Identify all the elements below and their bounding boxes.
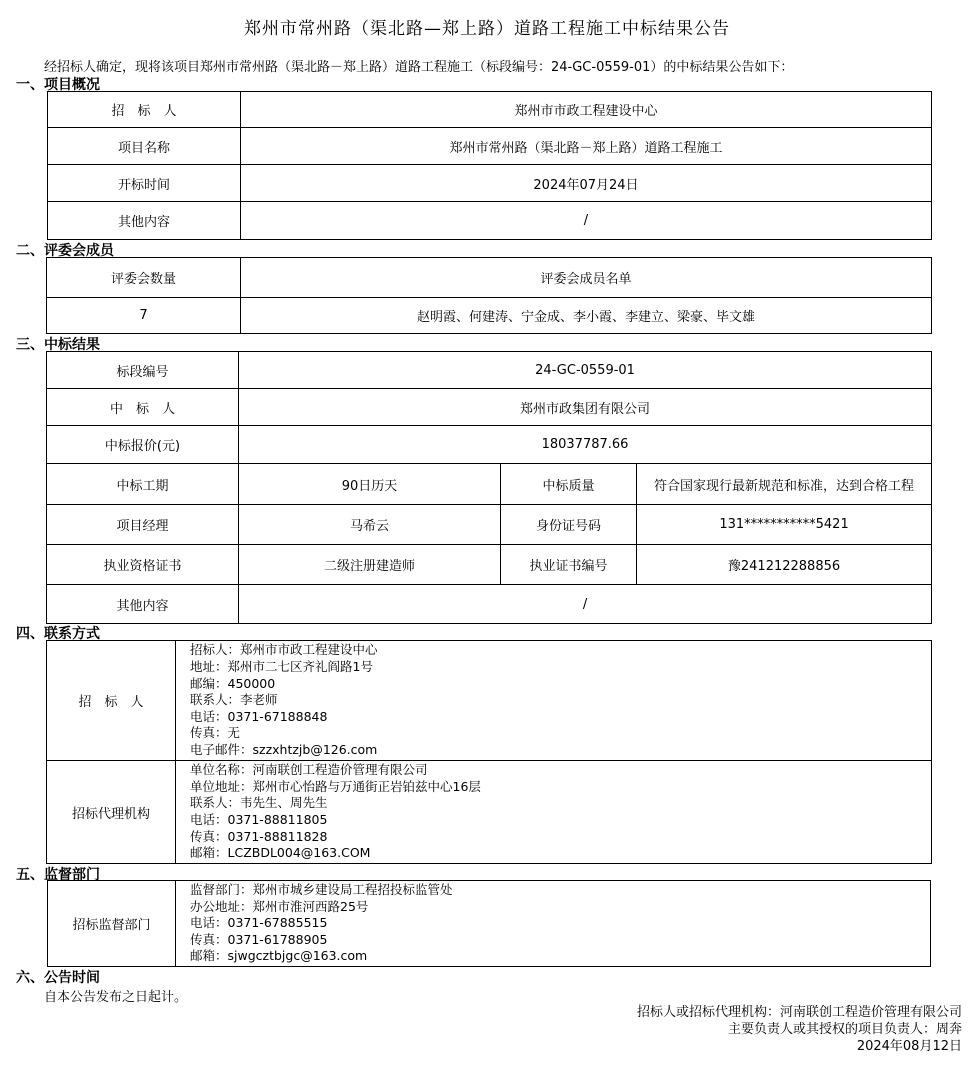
result-table bbox=[46, 351, 932, 624]
contact-table bbox=[46, 640, 932, 864]
certificate-value: 二级注册建造师 bbox=[239, 545, 501, 585]
section-heading-committee: 二、评委会成员 bbox=[16, 243, 114, 259]
quality-label: 中标质量 bbox=[501, 464, 637, 505]
manager-value: 马希云 bbox=[239, 505, 501, 545]
open-time-label: 开标时间 bbox=[48, 165, 241, 202]
tenderer-value: 郑州市市政工程建设中心 bbox=[241, 92, 932, 128]
supervision-fax: 传真：0371-61788905 bbox=[190, 931, 328, 947]
id-number-value: 131***********5421 bbox=[637, 505, 932, 545]
winner-value: 郑州市政集团有限公司 bbox=[239, 389, 932, 426]
contact-tenderer-phone: 电话：0371-67188848 bbox=[190, 708, 328, 724]
intro-text: 经招标人确定，现将该项目郑州市常州路（渠北路－郑上路）道路工程施工（标段编号：24-GC-0559-01）的中标结果公告如下： bbox=[44, 60, 794, 75]
open-time-value: 2024年07月24日 bbox=[241, 165, 932, 202]
project-name-value: 郑州市常州路（渠北路－郑上路）道路工程施工 bbox=[241, 128, 932, 165]
result-other-label: 其他内容 bbox=[47, 585, 239, 624]
overview-table bbox=[47, 91, 932, 240]
committee-count-value: 7 bbox=[47, 298, 241, 334]
period-value: 90日历天 bbox=[239, 464, 501, 505]
committee-count-label: 评委会数量 bbox=[47, 258, 241, 298]
overview-other-value: / bbox=[241, 202, 932, 240]
notice-time-text: 自本公告发布之日起计。 bbox=[44, 990, 188, 1005]
footer-responsible-person: 主要负责人或其授权的项目负责人：周奔 bbox=[727, 1022, 962, 1037]
section-heading-overview: 一、项目概况 bbox=[16, 77, 100, 93]
contact-tenderer-postcode: 邮编：450000 bbox=[190, 675, 276, 691]
supervision-label: 招标监督部门 bbox=[48, 881, 176, 967]
footer-date: 2024年08月12日 bbox=[856, 1039, 962, 1054]
supervision-email: 邮箱：sjwgcztbjgc@163.com bbox=[190, 948, 368, 964]
contact-agency-name: 单位名称：河南联创工程造价管理有限公司 bbox=[190, 762, 428, 778]
certificate-no-label: 执业证书编号 bbox=[501, 545, 637, 585]
section-heading-notice-time: 六、公告时间 bbox=[16, 970, 100, 986]
committee-members-value: 赵明霞、何建涛、宁金成、李小霞、李建立、梁豪、毕文雄 bbox=[241, 298, 932, 334]
section-heading-contact: 四、联系方式 bbox=[16, 626, 100, 642]
section-no-value: 24-GC-0559-01 bbox=[239, 352, 932, 389]
contact-tenderer-email: 电子邮件：szzxhtzjb@126.com bbox=[190, 741, 378, 757]
contact-agency-address: 单位地址：郑州市心怡路与万通街正岩铂兹中心16层 bbox=[190, 778, 481, 794]
section-no-label: 标段编号 bbox=[47, 352, 239, 389]
quality-value: 符合国家现行最新规范和标准，达到合格工程 bbox=[637, 464, 932, 505]
result-other-value: / bbox=[239, 585, 932, 624]
contact-agency-fax: 传真：0371-88811828 bbox=[190, 828, 328, 844]
certificate-no-value: 豫241212288856 bbox=[637, 545, 932, 585]
section-heading-supervision: 五、监督部门 bbox=[16, 867, 100, 883]
contact-tenderer-fax: 传真：无 bbox=[190, 725, 241, 741]
overview-other-label: 其他内容 bbox=[48, 202, 241, 240]
contact-tenderer-address: 地址：郑州市二七区齐礼阎路1号 bbox=[190, 659, 373, 675]
price-label: 中标报价(元) bbox=[47, 426, 239, 464]
winner-label: 中 标 人 bbox=[47, 389, 239, 426]
contact-agency-label: 招标代理机构 bbox=[47, 761, 176, 864]
certificate-label: 执业资格证书 bbox=[47, 545, 239, 585]
footer-issuer: 招标人或招标代理机构：河南联创工程造价管理有限公司 bbox=[636, 1005, 962, 1020]
contact-agency-person: 联系人：韦先生、周先生 bbox=[190, 795, 328, 811]
committee-table bbox=[46, 257, 932, 334]
supervision-phone: 电话：0371-67885515 bbox=[190, 915, 328, 931]
section-heading-result: 三、中标结果 bbox=[16, 337, 100, 353]
contact-tenderer-label: 招 标 人 bbox=[47, 641, 176, 761]
period-label: 中标工期 bbox=[47, 464, 239, 505]
contact-tenderer-person: 联系人：李老师 bbox=[190, 692, 278, 708]
contact-agency-email: 邮箱：LCZBDL004@163.COM bbox=[190, 845, 371, 861]
price-value: 18037787.66 bbox=[239, 426, 932, 464]
supervision-details bbox=[176, 881, 931, 967]
page-title: 郑州市常州路（渠北路—郑上路）道路工程施工中标结果公告 bbox=[244, 19, 730, 39]
supervision-address: 办公地址：郑州市淮河西路25号 bbox=[190, 898, 369, 914]
manager-label: 项目经理 bbox=[47, 505, 239, 545]
contact-agency-phone: 电话：0371-88811805 bbox=[190, 812, 328, 827]
project-name-label: 项目名称 bbox=[48, 128, 241, 165]
supervision-department: 监督部门：郑州市城乡建设局工程招投标监管处 bbox=[190, 882, 453, 898]
tenderer-label: 招 标 人 bbox=[48, 92, 241, 128]
contact-agency-details bbox=[176, 761, 932, 864]
id-number-label: 身份证号码 bbox=[501, 505, 637, 545]
contact-tenderer-details bbox=[176, 641, 932, 761]
contact-tenderer-name: 招标人：郑州市市政工程建设中心 bbox=[190, 642, 378, 658]
committee-members-label: 评委会成员名单 bbox=[241, 258, 932, 298]
supervision-table bbox=[47, 880, 931, 967]
